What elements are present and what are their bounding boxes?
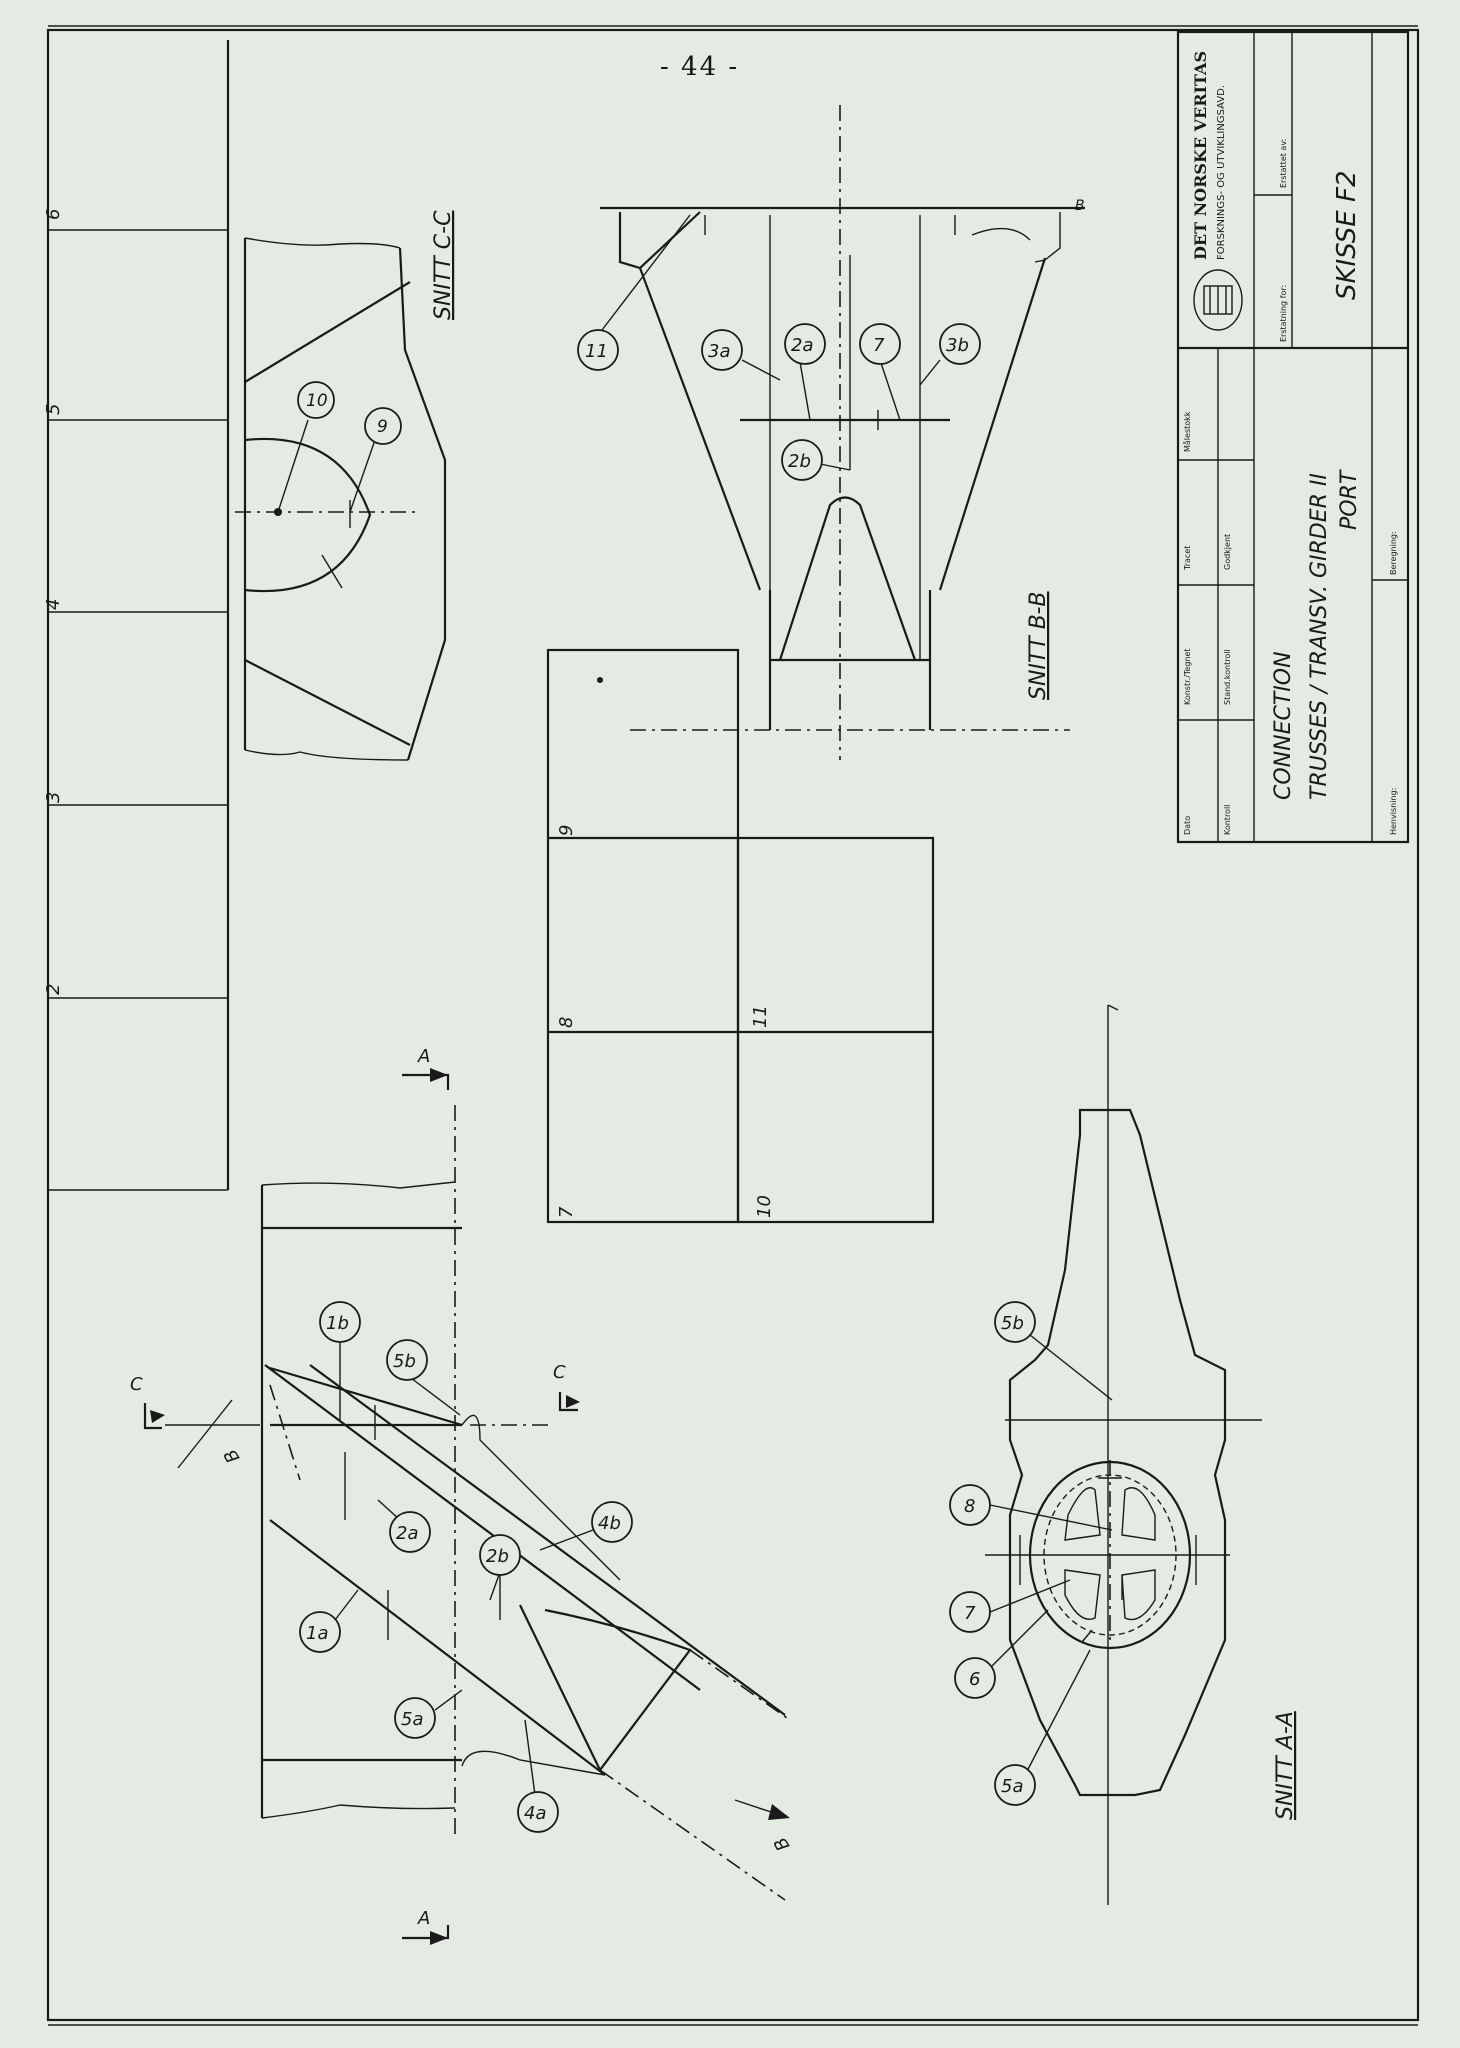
balloon-8-a-label: 8 xyxy=(964,1496,976,1517)
balloon-5b-main-label: 5b xyxy=(393,1351,416,1372)
side-mark-5: 5 xyxy=(43,403,64,415)
section-c-c-title: SNITT C-C xyxy=(431,210,456,320)
drawing-title-line-3: PORT xyxy=(1337,470,1362,530)
section-b-b-title: SNITT B-B xyxy=(1026,591,1051,700)
malestokk-label: Målestokk xyxy=(1183,411,1192,452)
drawing-title-line-2: TRUSSES / TRANSV. GIRDER II xyxy=(1307,473,1332,800)
drawing-title-line-1: CONNECTION xyxy=(1271,651,1296,800)
side-mark-3: 3 xyxy=(43,791,64,803)
center-grid xyxy=(548,650,933,1222)
balloon-5a-main-label: 5a xyxy=(401,1709,424,1730)
marker-c-right: C xyxy=(553,1362,566,1383)
marker-b-top: B xyxy=(1075,198,1085,214)
company-logo xyxy=(1194,270,1242,330)
balloon-2a-main-label: 2a xyxy=(396,1523,419,1544)
marker-b-right: B xyxy=(770,1833,795,1855)
balloon-3b-b-label: 3b xyxy=(946,335,969,356)
side-mark-6: 6 xyxy=(43,208,64,220)
grid-cell-10: 10 xyxy=(754,1195,775,1218)
balloon-2a-b-label: 2a xyxy=(791,335,814,356)
page-frame xyxy=(48,30,1418,2020)
grid-cell-7: 7 xyxy=(556,1206,577,1218)
balloon-1a-main-label: 1a xyxy=(306,1623,329,1644)
stand-kontroll-label: Stand.kontroll xyxy=(1223,649,1232,705)
marker-c-left: C xyxy=(130,1374,143,1395)
erstatter-av-label: Erstattet av: xyxy=(1279,138,1288,188)
dato-label: Dato xyxy=(1183,815,1192,835)
balloon-1b-main-label: 1b xyxy=(326,1313,349,1334)
balloon-2b-b-label: 2b xyxy=(788,451,811,472)
beregning-label: Beregning: xyxy=(1389,531,1398,575)
konstr-tegnet-label: Konstr./Tegnet xyxy=(1183,648,1192,705)
side-mark-4: 4 xyxy=(43,598,64,610)
balloon-4a-main-label: 4a xyxy=(524,1803,547,1824)
balloon-2b-main-label: 2b xyxy=(486,1546,509,1567)
balloon-10-c-label: 10 xyxy=(306,391,328,411)
balloon-3a-b-label: 3a xyxy=(708,341,731,362)
page-number: - 44 - xyxy=(660,52,740,82)
main-connection-view xyxy=(145,1068,790,1945)
kontroll-label: Kontroll xyxy=(1223,804,1232,835)
side-mark-2: 2 xyxy=(43,983,64,995)
section-a-a xyxy=(985,1005,1298,1905)
balloon-11-b-label: 11 xyxy=(585,341,608,362)
erstatning-for-label: Erstatning for: xyxy=(1279,284,1288,342)
marker-a-bottom: A xyxy=(418,1908,431,1929)
balloon-7-b-label: 7 xyxy=(873,335,885,356)
balloon-5a-a-label: 5a xyxy=(1001,1776,1024,1797)
left-frame-lines xyxy=(48,40,228,1190)
department-name: FORSKNINGS- OG UTVIKLINGSAVD. xyxy=(1216,84,1227,260)
tracet-label: Tracet xyxy=(1183,545,1192,570)
balloon-6-a-label: 6 xyxy=(969,1669,981,1690)
section-a-a-title: SNITT A-A xyxy=(1273,1711,1298,1820)
henvisning-label: Henvisning: xyxy=(1389,787,1398,835)
balloon-9-c-label: 9 xyxy=(377,417,388,437)
section-c-c xyxy=(235,210,456,760)
section-b-b xyxy=(600,105,1085,760)
marker-b-left: B xyxy=(220,1445,245,1467)
company-name: DET NORSKE VERITAS xyxy=(1191,50,1210,260)
balloon-7-a-label: 7 xyxy=(964,1603,976,1624)
grid-cell-8: 8 xyxy=(556,1016,577,1028)
marker-a-top: A xyxy=(418,1046,431,1067)
sketch-id: SKISSE F2 xyxy=(1332,170,1362,300)
balloon-5b-a-label: 5b xyxy=(1001,1313,1024,1334)
godkjent-label: Godkjent xyxy=(1223,533,1232,570)
grid-cell-9: 9 xyxy=(556,824,577,836)
grid-cell-11: 11 xyxy=(750,1005,771,1028)
balloon-4b-main-label: 4b xyxy=(598,1513,621,1534)
